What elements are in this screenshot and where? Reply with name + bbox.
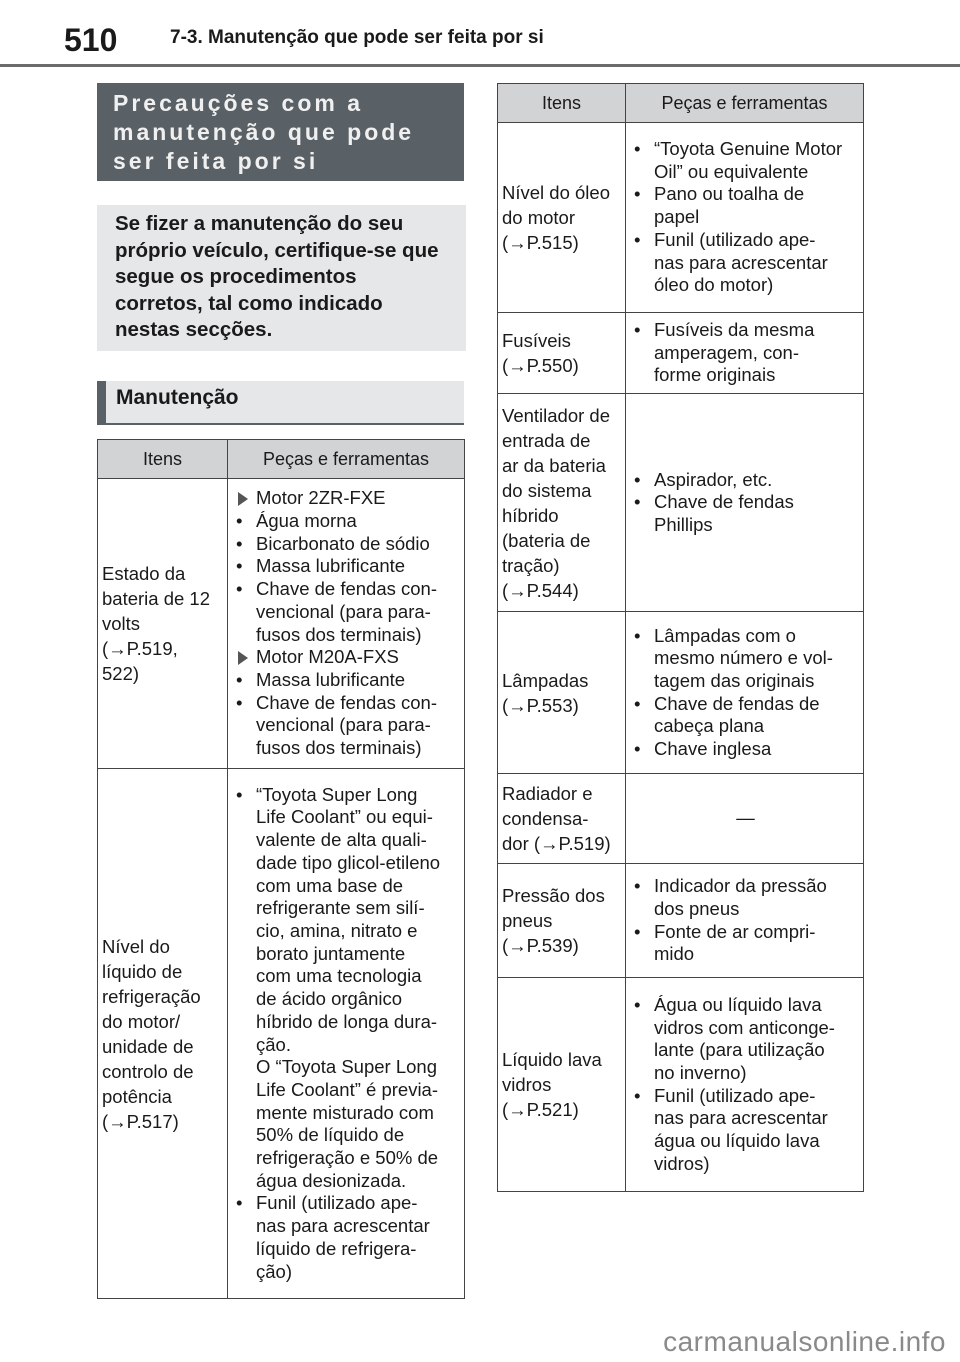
parts-cell bbox=[626, 313, 864, 394]
parts-line: nas para acrescentar bbox=[654, 251, 828, 273]
parts-line: Life Coolant” ou equi- bbox=[256, 806, 433, 828]
parts-list bbox=[632, 469, 859, 537]
parts-list-item bbox=[234, 669, 460, 692]
maintenance-heading: Manutenção bbox=[97, 381, 464, 425]
parts-line: mesmo número e vol- bbox=[654, 647, 833, 669]
parts-line: vidros com anticonge- bbox=[654, 1016, 835, 1038]
parts-list-item bbox=[234, 784, 460, 1056]
parts-line: no inverno) bbox=[654, 1061, 747, 1083]
item-cell bbox=[498, 123, 626, 313]
table-row bbox=[498, 864, 864, 978]
parts-line: refrigerante sem silí- bbox=[256, 897, 425, 919]
item-line: potência bbox=[102, 1085, 172, 1107]
parts-list-item bbox=[632, 625, 859, 693]
parts-line: • Funil (utilizado ape- bbox=[256, 1192, 418, 1214]
parts-line: cio, amina, nitrato e bbox=[256, 919, 418, 941]
parts-line: óleo do motor) bbox=[654, 274, 774, 296]
parts-cell bbox=[626, 612, 864, 774]
parts-line: com uma tecnologia bbox=[256, 965, 422, 987]
item-line: (→P.550) bbox=[502, 355, 579, 377]
parts-line: • Fusíveis da mesma bbox=[654, 319, 815, 340]
item-line: (→P.519, bbox=[102, 638, 178, 659]
item-line: tração) bbox=[502, 554, 560, 576]
item-line: líquido de bbox=[102, 960, 183, 982]
item-line: (bateria de bbox=[502, 529, 591, 551]
item-line: (→P.515) bbox=[502, 232, 579, 253]
parts-line: fusos dos terminais) bbox=[256, 623, 422, 645]
parts-line: papel bbox=[654, 206, 700, 228]
parts-list-item bbox=[234, 510, 460, 533]
parts-list bbox=[234, 487, 460, 759]
none-dash: — bbox=[736, 807, 755, 829]
parts-line: • Massa lubrificante bbox=[256, 668, 406, 690]
parts-cell bbox=[228, 769, 465, 1299]
parts-line: Life Coolant” é previa- bbox=[256, 1078, 439, 1100]
parts-line: com uma base de bbox=[256, 874, 404, 896]
parts-line: mido bbox=[654, 943, 695, 965]
parts-line: Oil” ou equivalente bbox=[654, 160, 809, 182]
parts-line: • Lâmpadas com o bbox=[654, 624, 796, 646]
parts-line: mente misturado com bbox=[256, 1101, 434, 1123]
item-cell bbox=[98, 479, 228, 769]
engine-variant-heading bbox=[234, 646, 460, 669]
item-cell bbox=[498, 313, 626, 394]
item-line: (→P.517) bbox=[102, 1110, 179, 1132]
table-row bbox=[498, 612, 864, 774]
table-row bbox=[498, 394, 864, 612]
item-cell bbox=[498, 612, 626, 774]
parts-list-item bbox=[632, 319, 859, 387]
parts-line: • Chave de fendas bbox=[654, 491, 794, 513]
parts-list-item bbox=[234, 692, 460, 760]
item-line: entrada de bbox=[502, 429, 591, 451]
parts-line: vencional (para para- bbox=[256, 600, 431, 622]
item-line: Fusíveis bbox=[502, 330, 571, 352]
parts-line: • Pano ou toalha de bbox=[654, 183, 805, 205]
parts-list bbox=[632, 994, 859, 1176]
parts-list-item bbox=[234, 1056, 460, 1192]
parts-list-item bbox=[632, 491, 859, 536]
page-header bbox=[0, 0, 960, 66]
item-line: controlo de bbox=[102, 1060, 194, 1082]
item-cell bbox=[98, 769, 228, 1299]
item-line: (→P.553) bbox=[502, 694, 579, 716]
item-cell bbox=[498, 978, 626, 1192]
parts-cell bbox=[626, 394, 864, 612]
parts-line: • Funil (utilizado ape- bbox=[654, 228, 816, 250]
table-row bbox=[498, 313, 864, 394]
parts-list-item bbox=[632, 921, 859, 966]
item-line: Ventilador de bbox=[502, 404, 611, 426]
header-items: Itens bbox=[98, 440, 228, 479]
parts-line: fusos dos terminais) bbox=[256, 737, 422, 759]
maintenance-table-right bbox=[497, 83, 864, 1192]
parts-line: de ácido orgânico bbox=[256, 988, 403, 1010]
item-line: (→P.544) bbox=[502, 579, 579, 601]
intro-text: Se fizer a manutenção do seu próprio veículo, certifique-se que segue os procedimentos corretos, tal como indicado nestas secções. bbox=[97, 205, 466, 351]
parts-line: amperagem, con- bbox=[654, 341, 799, 363]
table-row bbox=[498, 123, 864, 313]
table-row bbox=[498, 978, 864, 1192]
parts-list-item bbox=[632, 183, 859, 228]
parts-line: nas para acrescentar bbox=[654, 1107, 828, 1129]
parts-line: lante (para utilização bbox=[654, 1039, 825, 1061]
parts-line: vidros) bbox=[654, 1152, 710, 1174]
parts-list-item bbox=[632, 229, 859, 297]
parts-list-item bbox=[234, 555, 460, 578]
parts-line: • Chave de fendas de bbox=[654, 692, 820, 714]
item-line: volts bbox=[102, 613, 141, 634]
parts-cell bbox=[626, 978, 864, 1192]
parts-line: • Chave inglesa bbox=[654, 738, 772, 760]
parts-line: • Fonte de ar compri- bbox=[654, 920, 816, 942]
parts-line: tagem das originais bbox=[654, 669, 815, 691]
parts-line: borato juntamente bbox=[256, 942, 406, 964]
parts-line: • Água ou líquido lava bbox=[654, 993, 822, 1015]
parts-list-item bbox=[234, 578, 460, 646]
parts-list-item bbox=[234, 533, 460, 556]
parts-line: água desionizada. bbox=[256, 1169, 407, 1191]
header-parts: Peças e ferramentas bbox=[626, 84, 864, 123]
parts-list bbox=[632, 625, 859, 761]
parts-list-item bbox=[632, 693, 859, 738]
item-line: do motor/ bbox=[102, 1010, 181, 1032]
item-line: Nível do óleo bbox=[502, 182, 610, 203]
section-title: 7-3. Manutenção que pode ser feita por si bbox=[170, 27, 544, 48]
header-rule bbox=[0, 64, 960, 67]
engine-variant-heading bbox=[234, 487, 460, 510]
item-line: Líquido lava bbox=[502, 1049, 602, 1071]
parts-line: • “Toyota Super Long bbox=[256, 783, 418, 805]
item-line: ar da bateria bbox=[502, 454, 606, 476]
parts-line: Phillips bbox=[654, 513, 713, 535]
item-line: do motor bbox=[502, 207, 576, 228]
item-line: vidros bbox=[502, 1074, 552, 1096]
item-line: (→P.539) bbox=[502, 935, 579, 957]
header-items: Itens bbox=[498, 84, 626, 123]
item-line: 522) bbox=[102, 663, 140, 684]
parts-line: 50% de líquido de bbox=[256, 1124, 405, 1146]
parts-line: • Aspirador, etc. bbox=[654, 468, 773, 490]
parts-list bbox=[234, 784, 460, 1283]
item-cell bbox=[498, 864, 626, 978]
parts-line: • Chave de fendas con- bbox=[256, 691, 438, 713]
precautions-title: Precauções com a manutenção que pode ser feita por si bbox=[97, 83, 464, 181]
parts-line: • Indicador da pressão bbox=[654, 875, 827, 897]
watermark: carmanualsonline.info bbox=[663, 1326, 946, 1357]
item-line: bateria de 12 bbox=[102, 588, 211, 609]
parts-line: forme originais bbox=[654, 364, 776, 386]
item-line: (→P.521) bbox=[502, 1099, 579, 1121]
item-line: Nível do bbox=[102, 935, 170, 957]
item-line: dor (→P.519) bbox=[502, 833, 611, 855]
header-parts: Peças e ferramentas bbox=[228, 440, 465, 479]
table-row bbox=[498, 774, 864, 864]
parts-line: ção) bbox=[256, 1260, 292, 1282]
item-line: do sistema bbox=[502, 479, 592, 501]
parts-list bbox=[632, 875, 859, 966]
item-line: Lâmpadas bbox=[502, 669, 589, 691]
item-line: refrigeração bbox=[102, 985, 201, 1007]
parts-line: água ou líquido lava bbox=[654, 1130, 820, 1152]
item-cell bbox=[498, 774, 626, 864]
parts-list-item bbox=[632, 738, 859, 761]
parts-line: ção. bbox=[256, 1033, 291, 1055]
parts-line: líquido de refrigera- bbox=[256, 1237, 417, 1259]
parts-list-item bbox=[632, 994, 859, 1085]
maintenance-table-left bbox=[97, 439, 465, 1299]
parts-cell bbox=[626, 774, 864, 864]
parts-line: refrigeração e 50% de bbox=[256, 1147, 439, 1169]
parts-list bbox=[632, 319, 859, 387]
parts-list-item bbox=[632, 1085, 859, 1176]
parts-list-item bbox=[234, 1192, 460, 1283]
item-line: Radiador e bbox=[502, 783, 593, 805]
item-line: unidade de bbox=[102, 1035, 194, 1057]
item-line: híbrido bbox=[502, 504, 559, 526]
parts-line: vencional (para para- bbox=[256, 714, 431, 736]
parts-list-item bbox=[632, 469, 859, 492]
parts-line: • Funil (utilizado ape- bbox=[654, 1084, 816, 1106]
parts-line: dade tipo glicol-etileno bbox=[256, 851, 441, 873]
parts-line: Motor 2ZR-FXE bbox=[256, 487, 386, 509]
parts-list-item bbox=[632, 138, 859, 183]
parts-line: Motor M20A-FXS bbox=[256, 646, 399, 668]
parts-line: • Bicarbonato de sódio bbox=[256, 532, 430, 554]
parts-line: dos pneus bbox=[654, 897, 740, 919]
item-line: Pressão dos bbox=[502, 885, 605, 907]
parts-cell bbox=[228, 479, 465, 769]
parts-line: valente de alta quali- bbox=[256, 829, 427, 851]
page-number: 510 bbox=[64, 22, 118, 58]
parts-list bbox=[632, 138, 859, 297]
item-line: condensa- bbox=[502, 808, 589, 830]
parts-line: • “Toyota Genuine Motor bbox=[654, 138, 843, 160]
item-line: pneus bbox=[502, 910, 553, 932]
parts-line: nas para acrescentar bbox=[256, 1215, 430, 1237]
parts-line: • Massa lubrificante bbox=[256, 555, 406, 577]
item-cell bbox=[498, 394, 626, 612]
parts-line: híbrido de longa dura- bbox=[256, 1010, 438, 1032]
parts-line: O “Toyota Super Long bbox=[256, 1056, 437, 1078]
parts-list-item bbox=[632, 875, 859, 920]
parts-cell bbox=[626, 864, 864, 978]
item-line: Estado da bbox=[102, 563, 186, 584]
table-row bbox=[98, 479, 465, 769]
parts-line: • Água morna bbox=[256, 509, 357, 531]
table-row bbox=[98, 769, 465, 1299]
parts-line: cabeça plana bbox=[654, 715, 765, 737]
parts-cell bbox=[626, 123, 864, 313]
parts-line: • Chave de fendas con- bbox=[256, 578, 438, 600]
